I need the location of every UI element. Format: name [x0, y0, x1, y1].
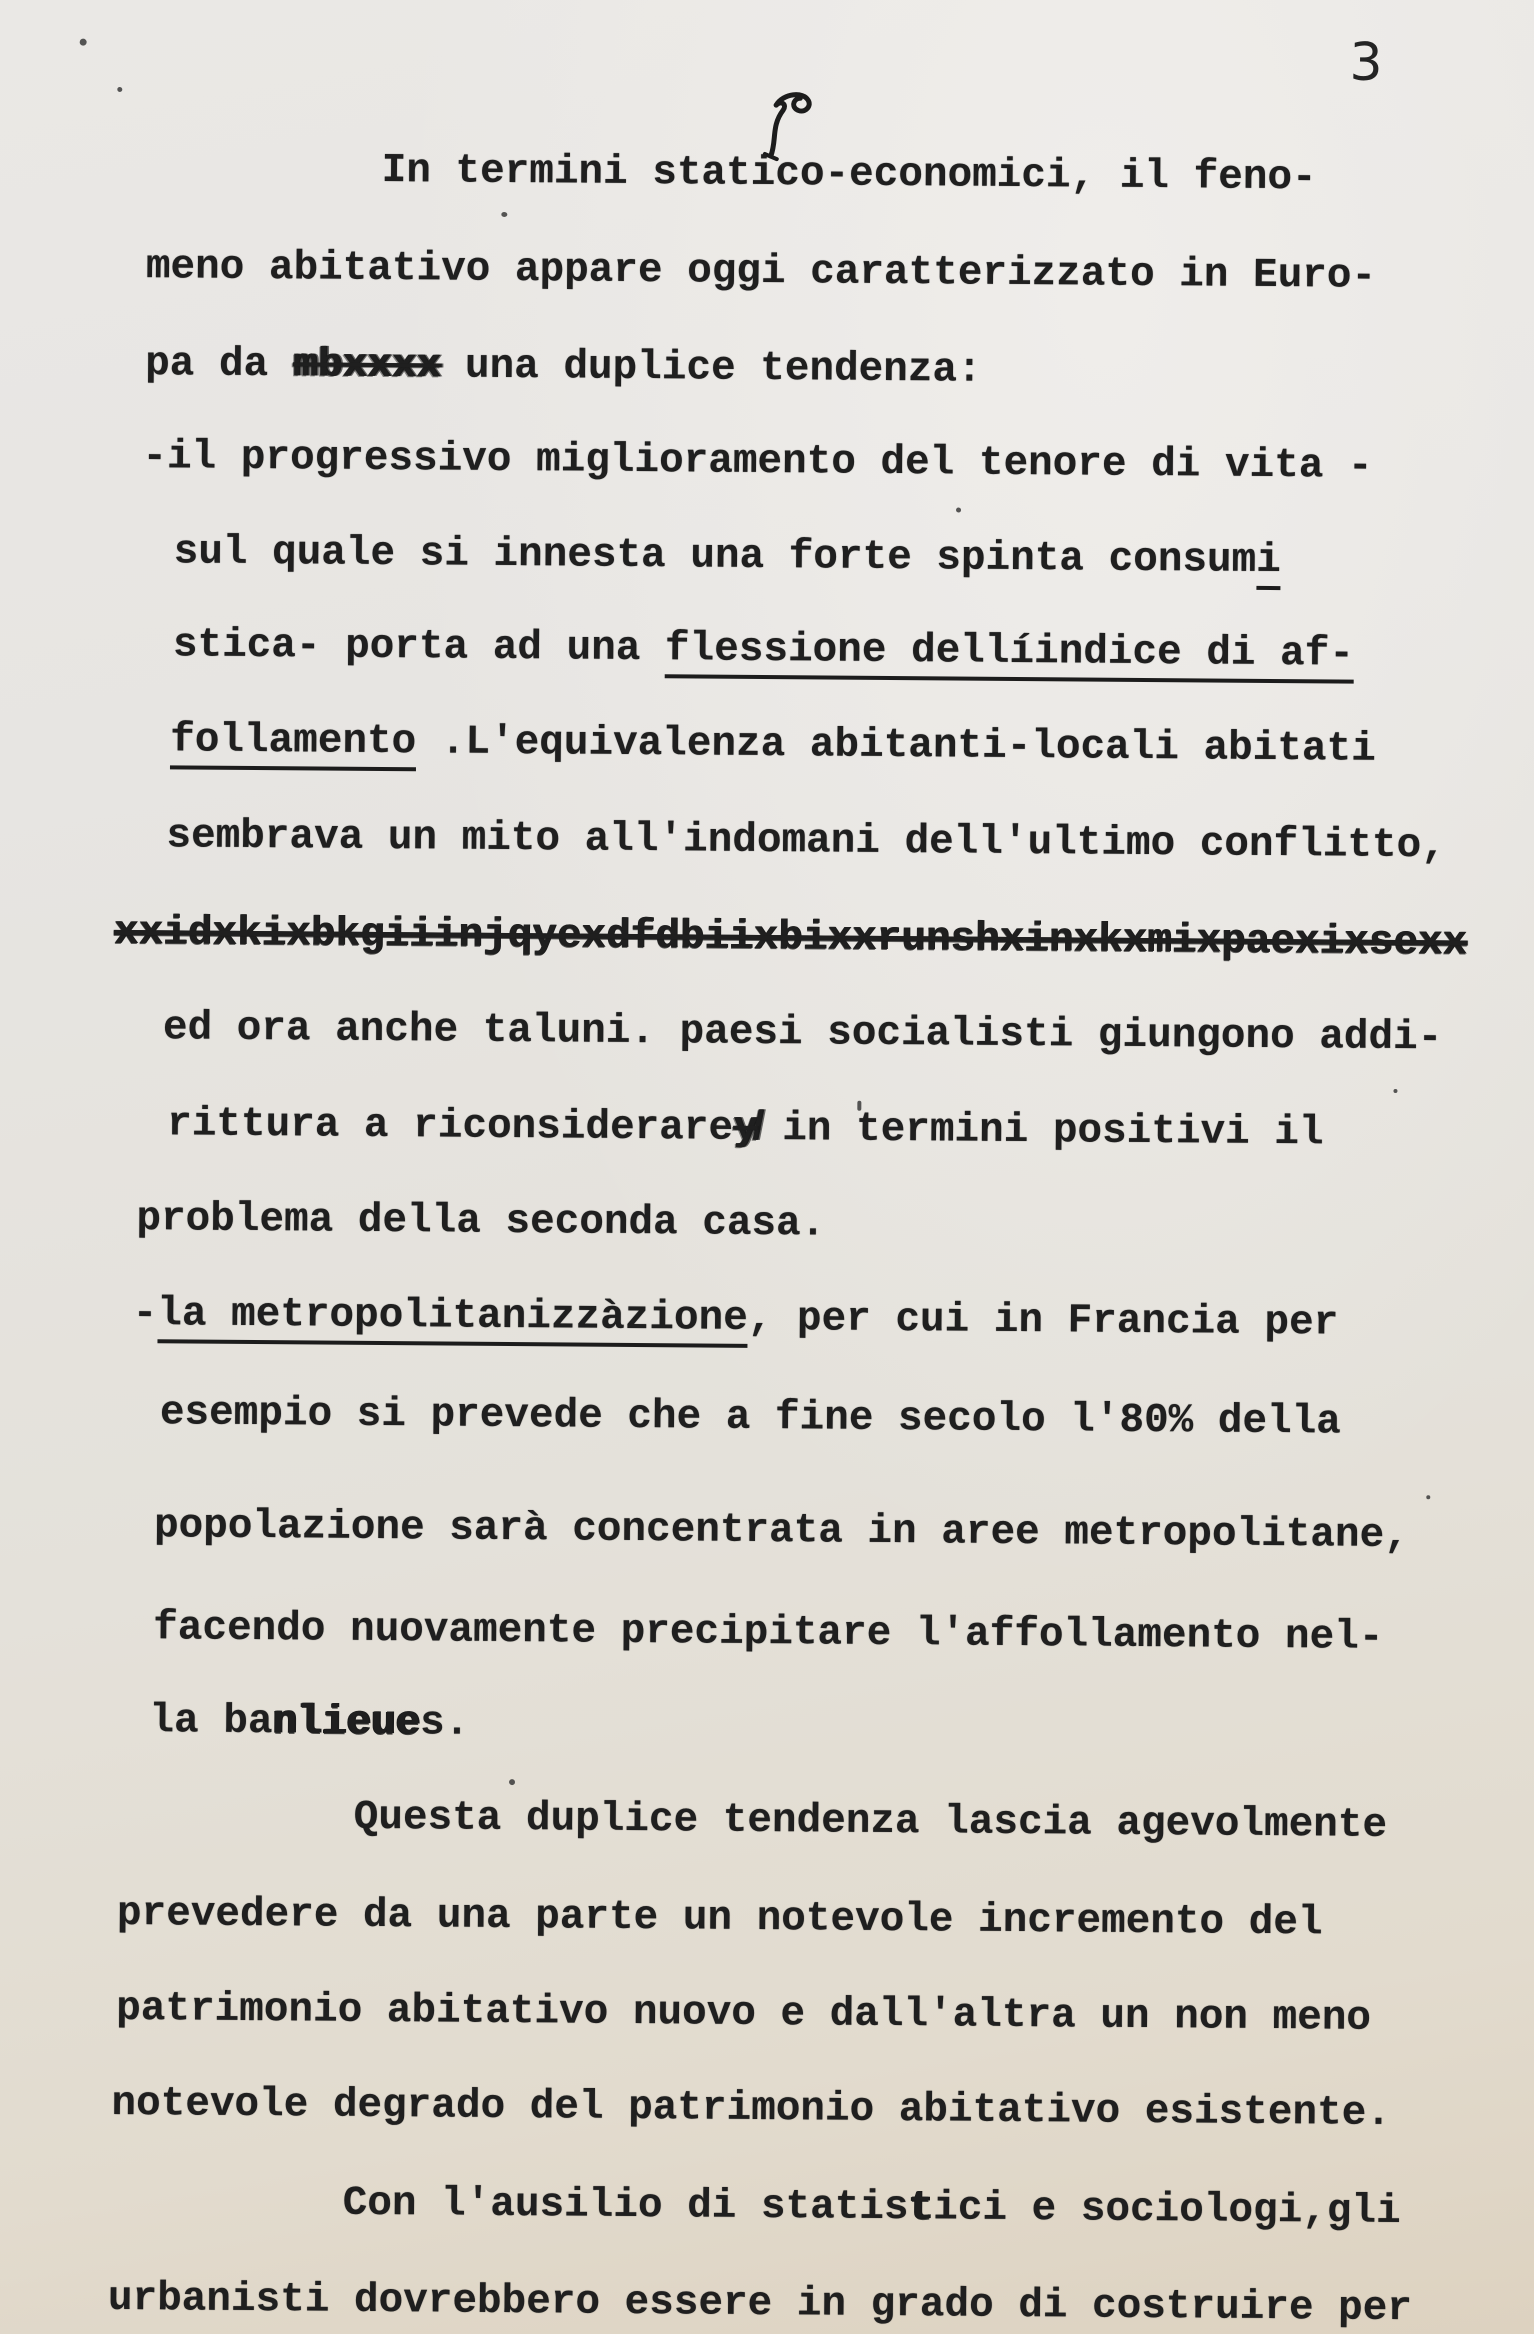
typed-line: esempio si prevede che a fine secolo l'80% della: [159, 1390, 1342, 1446]
typed-line: [149, 1698, 469, 1748]
ink-speck: [509, 1779, 515, 1785]
typed-line: [132, 1291, 1338, 1348]
typed-line: sembrava un mito all'indomani dell'ultimo conflitto,: [166, 813, 1446, 870]
line-text: In termini stati: [381, 148, 776, 198]
line-text: la ba: [149, 1698, 273, 1746]
line-text: ici e sociologi,gli: [933, 2185, 1401, 2236]
typed-line: popolazione sarà concentrata in aree metropolitane,: [153, 1503, 1409, 1560]
struck-out-line: xxidxkixbkgiiinjqyexdfdbiixbixxrunshxinxkxmixpaexixsexx: [113, 909, 1468, 967]
underlined-text: flessione dellíindice di af-: [665, 626, 1354, 683]
page-number: 3: [1349, 32, 1383, 93]
line-text: una duplice tendenza:: [440, 343, 982, 394]
underlined-text: follamento: [170, 717, 416, 771]
struck-out-character: y̸: [732, 1105, 758, 1152]
line-text: in termini positivi il: [757, 1105, 1324, 1157]
typed-line: [167, 1101, 1324, 1157]
typed-line: -il progressivo miglioramento del tenore di vita -: [142, 434, 1373, 490]
typed-line: prevedere da una parte un notevole incremento del: [116, 1890, 1323, 1947]
line-text: rittura a riconsiderare: [166, 1101, 734, 1152]
line-text: co-economici, il feno-: [775, 151, 1317, 202]
typed-line: ed ora anche taluni. paesi socialisti giungono addi-: [162, 1005, 1443, 1062]
ink-speck: [1393, 1089, 1397, 1093]
line-text: sul quale si innesta una forte spinta consum: [173, 529, 1257, 584]
typed-line: facendo nuovamente precipitare l'affollamento nel-: [153, 1605, 1384, 1661]
ink-speck: [117, 87, 122, 92]
typed-line: [170, 717, 1376, 774]
typed-line: meno abitativo appare oggi caratterizzato in Euro-: [145, 244, 1377, 300]
typed-line: Questa duplice tendenza lascia agevolmente: [353, 1794, 1388, 1849]
ink-speck: [956, 508, 961, 513]
typed-line: [145, 341, 982, 395]
typed-line: [381, 148, 1316, 202]
underlined-text: i: [1256, 538, 1281, 590]
typed-line: [173, 529, 1281, 585]
line-text: .L'equivalenza abitanti-locali abitati: [416, 719, 1376, 773]
overtyped-text: nlieue: [272, 1699, 421, 1747]
overtyped-text: t: [908, 2185, 934, 2232]
line-text: -: [132, 1291, 158, 1338]
ink-speck: [1426, 1495, 1430, 1499]
struck-out-word: mbxxxx: [292, 342, 441, 390]
typed-line: urbanisti dovrebbero essere in grado di costruire per: [107, 2275, 1413, 2333]
line-text: , per cui in Francia per: [747, 1295, 1339, 1347]
line-text: s.: [419, 1700, 470, 1747]
typed-line: notevole degrado del patrimonio abitativo esistente.: [111, 2080, 1392, 2137]
typed-line: patrimonio abitativo nuovo e dall'altra un non meno: [116, 1985, 1372, 2042]
underlined-text: la metropolitanizzàzione: [157, 1291, 748, 1348]
ink-speck: [80, 39, 87, 46]
line-text: pa da: [144, 341, 293, 389]
line-text: Con l'ausilio di statis: [342, 2180, 909, 2232]
typed-line: [343, 2181, 1401, 2236]
typed-line: problema della seconda casa.: [136, 1196, 826, 1248]
ink-speck: [501, 212, 507, 217]
line-text: stica- porta ad una: [172, 622, 666, 673]
typed-line: [173, 622, 1354, 678]
